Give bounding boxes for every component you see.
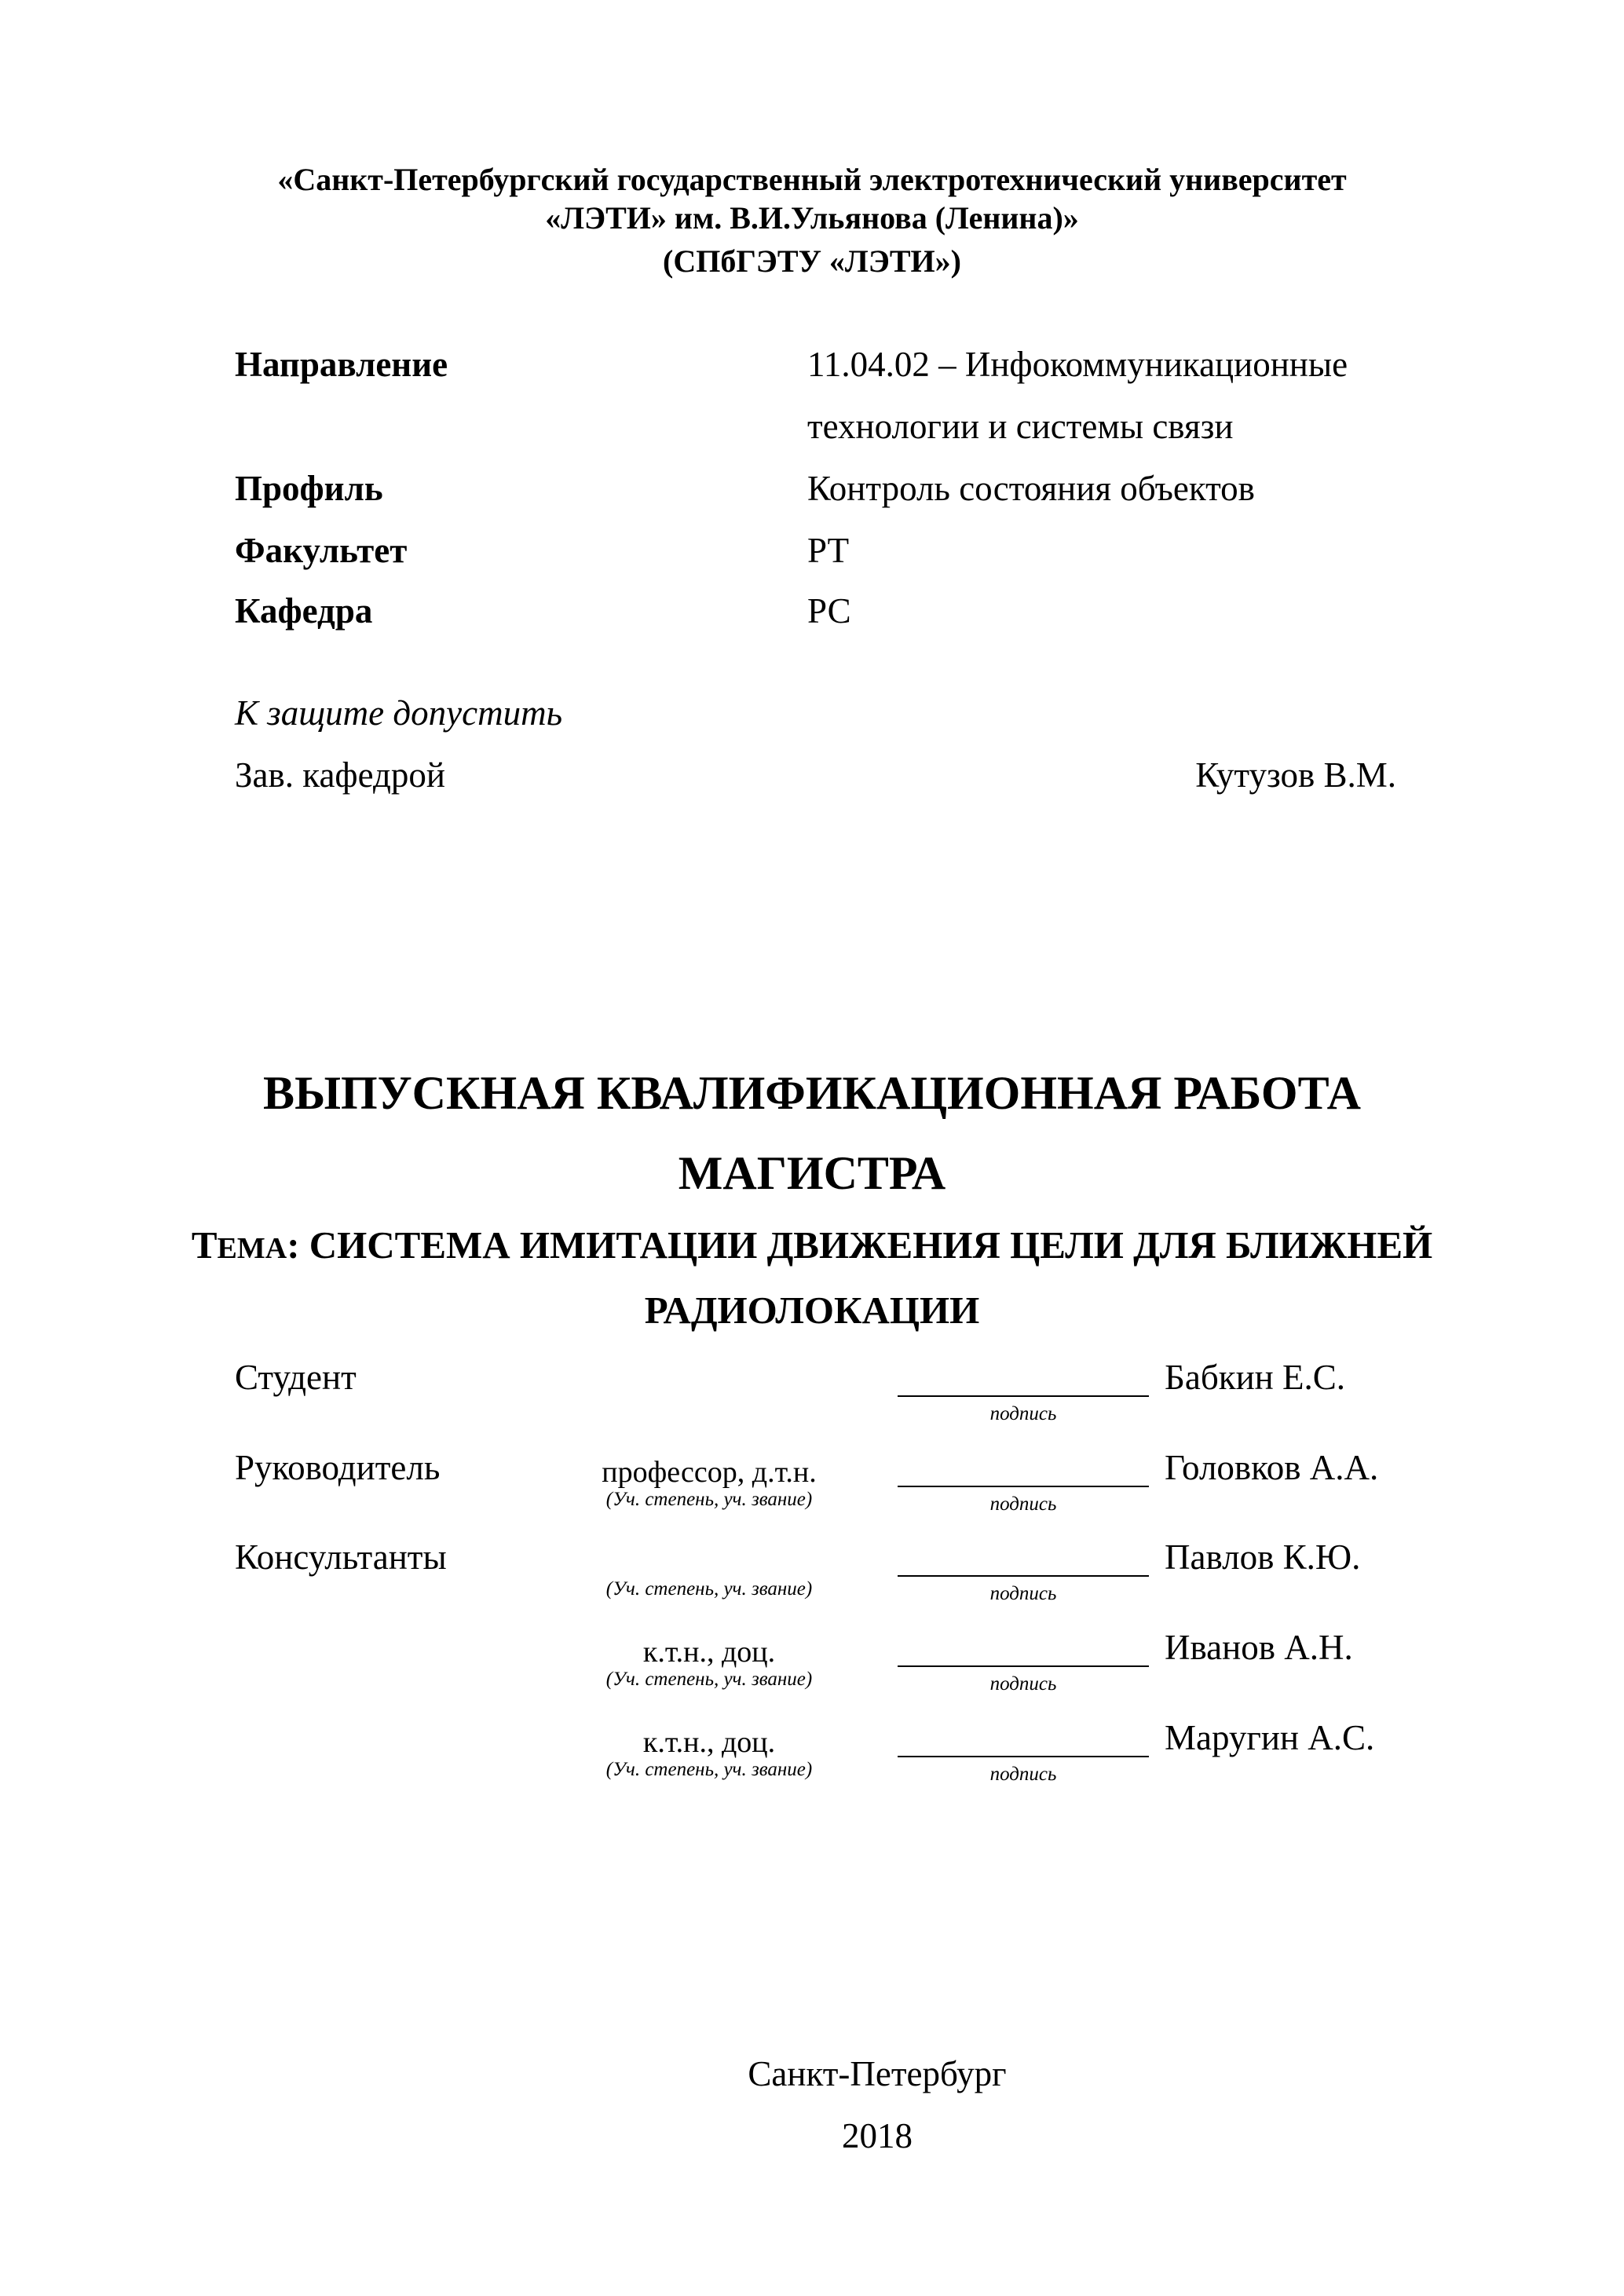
person-name: Павлов К.Ю. bbox=[1165, 1537, 1361, 1577]
theme-prefix-rest: ЕМА bbox=[217, 1232, 287, 1265]
info-value-profile: Контроль состояния объектов bbox=[807, 469, 1255, 508]
role-label: Консультанты bbox=[235, 1537, 447, 1577]
signature-line bbox=[898, 1575, 1149, 1577]
signature-hint: подпись bbox=[989, 1583, 1057, 1604]
signature-hint: подпись bbox=[989, 1403, 1057, 1424]
rank-hint: (Уч. степень, уч. звание) bbox=[605, 1759, 813, 1780]
signature-hint: подпись bbox=[989, 1493, 1057, 1515]
theme-colon: : bbox=[287, 1223, 300, 1267]
info-value-faculty: РТ bbox=[807, 531, 850, 570]
work-title-line2: МАГИСТРА bbox=[678, 1147, 946, 1199]
theme-text: СИСТЕМА ИМИТАЦИИ ДВИЖЕНИЯ ЦЕЛИ ДЛЯ БЛИЖНЕЙ bbox=[299, 1223, 1433, 1267]
university-name-line2: «ЛЭТИ» им. В.И.Ульянова (Ленина)» bbox=[545, 200, 1079, 236]
theme-prefix-first: Т bbox=[191, 1223, 218, 1267]
rank-hint: (Уч. степень, уч. звание) bbox=[605, 1489, 813, 1510]
person-name: Бабкин Е.С. bbox=[1165, 1358, 1345, 1397]
theme-line1 bbox=[0, 1223, 1624, 1267]
signature-line bbox=[898, 1756, 1149, 1757]
signature-line bbox=[898, 1665, 1149, 1667]
info-value-department: РС bbox=[807, 591, 851, 631]
academic-rank: профессор, д.т.н. bbox=[602, 1456, 817, 1489]
info-value-direction-cont: технологии и системы связи bbox=[807, 407, 1234, 446]
person-name: Иванов А.Н. bbox=[1165, 1628, 1353, 1667]
work-title-line1: ВЫПУСКНАЯ КВАЛИФИКАЦИОННАЯ РАБОТА bbox=[263, 1067, 1361, 1119]
approval-title: К защите допустить bbox=[235, 693, 563, 733]
info-value-direction: 11.04.02 – Инфокоммуникационные bbox=[807, 345, 1348, 384]
approval-name: Кутузов В.М. bbox=[1195, 755, 1396, 795]
university-abbr: (СПбГЭТУ «ЛЭТИ») bbox=[663, 243, 961, 279]
footer-city: Санкт-Петербург bbox=[748, 2054, 1007, 2093]
rank-hint: (Уч. степень, уч. звание) bbox=[605, 1578, 813, 1600]
role-label: Руководитель bbox=[235, 1448, 441, 1487]
university-name-line1: «Санкт-Петербургский государственный электротехнический университет bbox=[277, 162, 1347, 197]
signature-hint: подпись bbox=[989, 1764, 1057, 1785]
info-label-department: Кафедра bbox=[235, 591, 373, 631]
person-name: Маругин А.С. bbox=[1165, 1718, 1375, 1757]
role-label: Студент bbox=[235, 1358, 357, 1397]
footer-year: 2018 bbox=[842, 2116, 913, 2155]
rank-hint: (Уч. степень, уч. звание) bbox=[605, 1669, 813, 1690]
info-label-direction: Направление bbox=[235, 345, 448, 384]
info-label-profile: Профиль bbox=[235, 469, 383, 508]
academic-rank: к.т.н., доц. bbox=[642, 1726, 776, 1759]
signature-line bbox=[898, 1395, 1149, 1397]
academic-rank: к.т.н., доц. bbox=[642, 1636, 776, 1669]
info-label-faculty: Факультет bbox=[235, 531, 408, 570]
person-name: Головков А.А. bbox=[1165, 1448, 1379, 1487]
signature-hint: подпись bbox=[989, 1673, 1057, 1695]
signature-line bbox=[898, 1486, 1149, 1487]
theme-line2: РАДИОЛОКАЦИИ bbox=[644, 1289, 980, 1332]
approval-role: Зав. кафедрой bbox=[235, 755, 445, 795]
